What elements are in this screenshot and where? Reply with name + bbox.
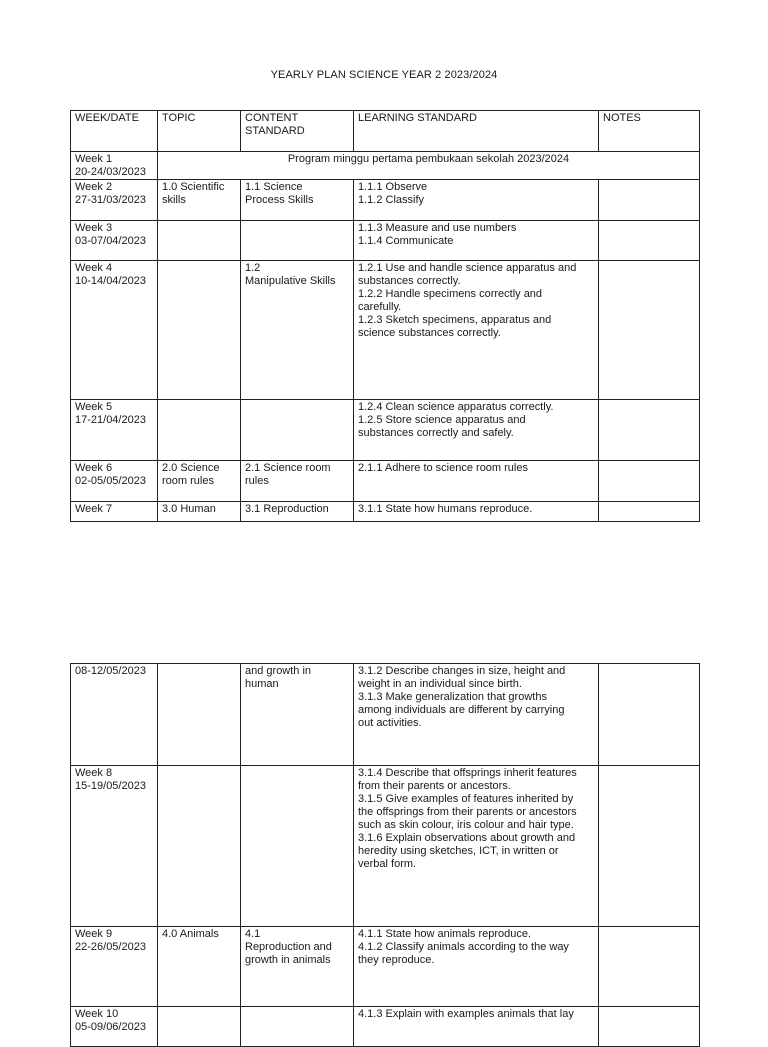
learning-standard-line: the offsprings from their parents or ancestors (358, 806, 577, 818)
plan-row (71, 221, 700, 261)
content-standard-cell (241, 400, 354, 461)
week-date-cell (71, 502, 158, 522)
notes-cell (599, 1007, 700, 1047)
learning-standard-line: substances correctly. (358, 275, 461, 287)
learning-standard-line: weight in an individual since birth. (358, 678, 522, 690)
learning-standard-line: 1.2.3 Sketch specimens, apparatus and (358, 314, 552, 326)
week-label: Week 4 (75, 262, 113, 274)
content-standard-line: 1.1 Science (245, 181, 303, 193)
header-content-line2: STANDARD (245, 125, 305, 137)
header-week-date: WEEK/DATE (71, 111, 158, 152)
date-range: 02-05/05/2023 (75, 475, 146, 487)
learning-standard-line: 2.1.1 Adhere to science room rules (358, 462, 528, 474)
notes-cell (599, 502, 700, 522)
plan-row (71, 461, 700, 502)
notes-cell (599, 261, 700, 400)
content-standard-cell (241, 502, 354, 522)
yearly-plan-table-page-2 (70, 663, 700, 1047)
learning-standard-line: 3.1.5 Give examples of features inherited by (358, 793, 574, 805)
week-label: Week 9 (75, 928, 113, 940)
header-notes: NOTES (599, 111, 700, 152)
week-date-cell (71, 927, 158, 1007)
plan-row (71, 502, 700, 522)
learning-standard-line: 1.2.5 Store science apparatus and (358, 414, 526, 426)
topic-line: 1.0 Scientific (162, 181, 225, 193)
header-row (71, 111, 700, 152)
notes-cell (599, 221, 700, 261)
header-learning-standard: LEARNING STANDARD (354, 111, 599, 152)
learning-standard-line: 3.1.3 Make generalization that growths (358, 691, 547, 703)
notes-cell (599, 927, 700, 1007)
learning-standard-cell (354, 766, 599, 927)
notes-cell (599, 180, 700, 221)
week-label: Week 1 (75, 153, 113, 165)
content-standard-line: Process Skills (245, 194, 314, 206)
learning-standard-line: 3.1.4 Describe that offsprings inherit features (358, 767, 577, 779)
learning-standard-line: 1.1.2 Classify (358, 194, 425, 206)
learning-standard-line: heredity using sketches, ICT, in written or (358, 845, 559, 857)
plan-row (71, 766, 700, 927)
week-date-cell (71, 400, 158, 461)
date-range: 03-07/04/2023 (75, 235, 146, 247)
week-date-cell (71, 152, 158, 180)
learning-standard-line: 3.1.6 Explain observations about growth and (358, 832, 576, 844)
topic-line: skills (162, 194, 186, 206)
content-standard-cell (241, 664, 354, 766)
content-standard-line: growth in animals (245, 954, 331, 966)
learning-standard-line: science substances correctly. (358, 327, 501, 339)
week-label: Week 2 (75, 181, 113, 193)
week-date-cell (71, 664, 158, 766)
notes-cell (599, 461, 700, 502)
program-note-cell: Program minggu pertama pembukaan sekolah 2023/2024 (158, 152, 700, 180)
learning-standard-line: 1.2.4 Clean science apparatus correctly. (358, 401, 554, 413)
learning-standard-line: 1.1.4 Communicate (358, 235, 454, 247)
learning-standard-line: 1.1.3 Measure and use numbers (358, 222, 517, 234)
header-content-standard (241, 111, 354, 152)
topic-cell (158, 1007, 241, 1047)
learning-standard-line: 4.1.1 State how animals reproduce. (358, 928, 532, 940)
topic-cell (158, 461, 241, 502)
plan-row (71, 664, 700, 766)
week-label: Week 10 (75, 1008, 119, 1020)
content-standard-line: 2.1 Science room (245, 462, 331, 474)
learning-standard-line: they reproduce. (358, 954, 435, 966)
content-standard-line: 3.1 Reproduction (245, 503, 329, 515)
date-range: 22-26/05/2023 (75, 941, 146, 953)
content-standard-cell (241, 766, 354, 927)
date-range: 15-19/05/2023 (75, 780, 146, 792)
content-standard-cell (241, 180, 354, 221)
topic-line: 2.0 Science (162, 462, 220, 474)
notes-cell (599, 400, 700, 461)
content-standard-line: Manipulative Skills (245, 275, 336, 287)
plan-row (71, 927, 700, 1007)
learning-standard-line: 4.1.2 Classify animals according to the way (358, 941, 569, 953)
learning-standard-cell (354, 664, 599, 766)
learning-standard-line: out activities. (358, 717, 422, 729)
topic-cell (158, 400, 241, 461)
content-standard-cell (241, 1007, 354, 1047)
week-date-cell (71, 1007, 158, 1047)
week-label: Week 5 (75, 401, 113, 413)
plan-row (71, 400, 700, 461)
week-label: Week 8 (75, 767, 113, 779)
topic-cell (158, 927, 241, 1007)
content-standard-line: and growth in (245, 665, 312, 677)
date-range: 27-31/03/2023 (75, 194, 146, 206)
learning-standard-cell (354, 400, 599, 461)
week-date-cell (71, 221, 158, 261)
learning-standard-cell (354, 461, 599, 502)
topic-cell (158, 180, 241, 221)
learning-standard-cell (354, 221, 599, 261)
topic-cell (158, 221, 241, 261)
content-standard-line: rules (245, 475, 269, 487)
date-range: 20-24/03/2023 (75, 166, 146, 178)
learning-standard-cell (354, 502, 599, 522)
learning-standard-line: 1.1.1 Observe (358, 181, 428, 193)
content-standard-cell (241, 927, 354, 1007)
week-date-cell (71, 461, 158, 502)
content-standard-cell (241, 221, 354, 261)
notes-cell (599, 766, 700, 927)
plan-row (71, 180, 700, 221)
content-standard-line: Reproduction and (245, 941, 332, 953)
content-standard-line: 1.2 (245, 262, 261, 274)
date-range: 10-14/04/2023 (75, 275, 146, 287)
learning-standard-line: such as skin colour, iris colour and hair type. (358, 819, 574, 831)
topic-line: 3.0 Human (162, 503, 216, 515)
topic-cell (158, 664, 241, 766)
week-label: 08-12/05/2023 (75, 665, 146, 677)
date-range: 05-09/06/2023 (75, 1021, 146, 1033)
learning-standard-line: 1.2.1 Use and handle science apparatus and (358, 262, 577, 274)
plan-row (71, 261, 700, 400)
content-standard-line: human (245, 678, 279, 690)
learning-standard-cell (354, 261, 599, 400)
plan-row (71, 1007, 700, 1047)
topic-cell (158, 766, 241, 927)
header-topic: TOPIC (158, 111, 241, 152)
learning-standard-cell (354, 180, 599, 221)
learning-standard-cell (354, 927, 599, 1007)
plan-row (71, 152, 700, 180)
week-label: Week 7 (75, 503, 113, 515)
learning-standard-line: verbal form. (358, 858, 417, 870)
learning-standard-cell (354, 1007, 599, 1047)
week-date-cell (71, 261, 158, 400)
document-title: YEARLY PLAN SCIENCE YEAR 2 2023/2024 (270, 69, 498, 81)
learning-standard-line: 3.1.2 Describe changes in size, height and (358, 665, 566, 677)
week-label: Week 6 (75, 462, 113, 474)
week-date-cell (71, 766, 158, 927)
content-standard-line: 4.1 (245, 928, 261, 940)
learning-standard-line: 4.1.3 Explain with examples animals that lay (358, 1008, 574, 1020)
header-content-line1: CONTENT (245, 112, 299, 124)
date-range: 17-21/04/2023 (75, 414, 146, 426)
learning-standard-line: substances correctly and safely. (358, 427, 514, 439)
content-standard-cell (241, 461, 354, 502)
week-label: Week 3 (75, 222, 113, 234)
topic-cell (158, 261, 241, 400)
learning-standard-line: 3.1.1 State how humans reproduce. (358, 503, 533, 515)
notes-cell (599, 664, 700, 766)
content-standard-cell (241, 261, 354, 400)
learning-standard-line: carefully. (358, 301, 402, 313)
yearly-plan-table-page-1 (70, 110, 700, 522)
learning-standard-line: 1.2.2 Handle specimens correctly and (358, 288, 543, 300)
topic-line: 4.0 Animals (162, 928, 219, 940)
week-date-cell (71, 180, 158, 221)
topic-line: room rules (162, 475, 214, 487)
topic-cell (158, 502, 241, 522)
learning-standard-line: from their parents or ancestors. (358, 780, 511, 792)
learning-standard-line: among individuals are different by carrying (358, 704, 565, 716)
